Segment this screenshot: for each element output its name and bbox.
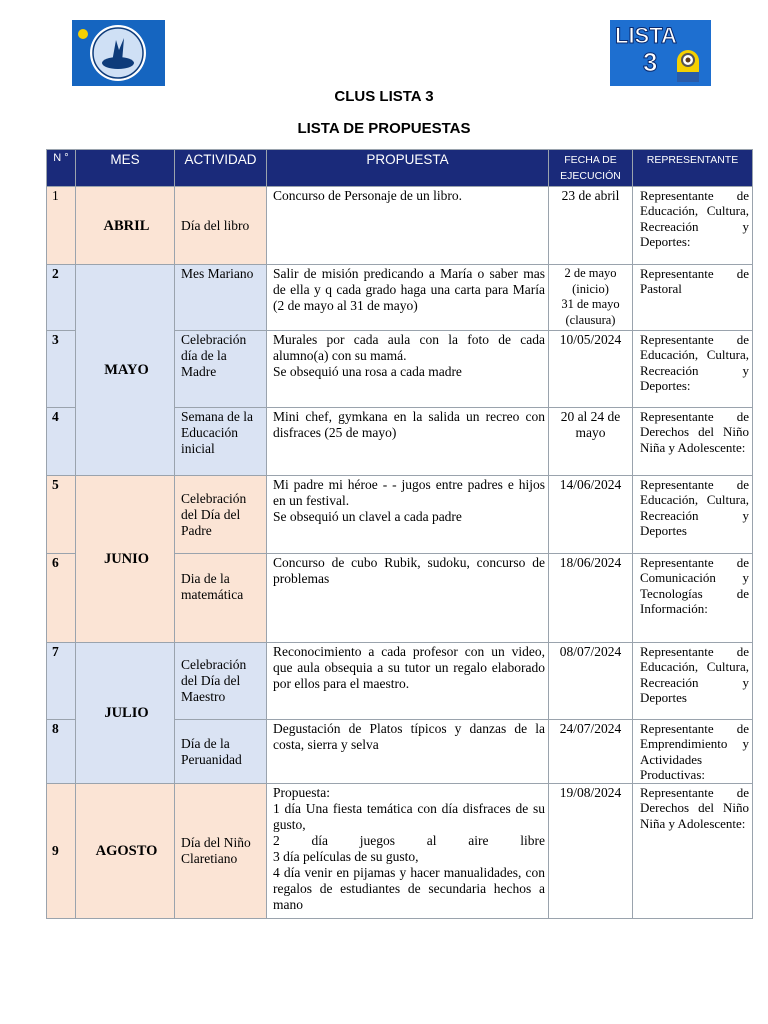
proposal-cell bbox=[267, 554, 549, 643]
proposal-line: 4 día venir en pijamas y hacer manualidades, con regalos de estudiantes de secundaria hechos a mano bbox=[273, 865, 545, 913]
representative-cell: Representante de Educación, Cultura, Recreación y Deportes: bbox=[633, 331, 753, 408]
table-header-row bbox=[47, 150, 753, 187]
activity-cell: Día de la Peruanidad bbox=[175, 720, 267, 784]
lista-logo-text: LISTA bbox=[615, 23, 677, 48]
representative-cell: Representante de Educación, Cultura, Recreación y Deportes: bbox=[633, 187, 753, 265]
lista-logo bbox=[610, 20, 711, 86]
row-number: 8 bbox=[47, 720, 76, 784]
proposal-line: 3 día películas de su gusto, bbox=[273, 849, 419, 865]
date-cell bbox=[549, 720, 633, 784]
representative-cell: Representante de Emprendimiento y Actividades Productivas: bbox=[633, 720, 753, 784]
date-line: 23 de abril bbox=[561, 188, 620, 203]
representative-cell: Representante de Educación, Cultura, Recreación y Deportes bbox=[633, 476, 753, 554]
activity-cell: Dia de la matemática bbox=[175, 554, 267, 643]
date-line: 2 de mayo bbox=[564, 266, 617, 280]
header-representante: REPRESENTANTE bbox=[633, 150, 753, 187]
proposal-cell bbox=[267, 476, 549, 554]
table-row bbox=[47, 643, 753, 720]
header-fecha: FECHA DE EJECUCIÓN bbox=[549, 150, 633, 187]
date-line: (clausura) bbox=[565, 312, 616, 327]
month-cell: MAYO bbox=[76, 265, 175, 476]
table-row bbox=[47, 187, 753, 265]
proposal-line: Degustación de Platos típicos y danzas de la costa, sierra y selva bbox=[273, 721, 545, 752]
proposal-line: 1 día Una fiesta temática con día disfraces de su gusto, bbox=[273, 801, 545, 833]
proposal-line: Mi padre mi héroe - - jugos entre padres e hijos en un festival. bbox=[273, 477, 545, 508]
row-number: 4 bbox=[47, 408, 76, 476]
representative-cell: Representante de Derechos del Niño Niña y Adolescente: bbox=[633, 408, 753, 476]
representative-cell: Representante de Derechos del Niño Niña y Adolescente: bbox=[633, 784, 753, 919]
proposal-line: Concurso de Personaje de un libro. bbox=[273, 188, 462, 203]
month-cell: JULIO bbox=[76, 643, 175, 784]
row-number: 7 bbox=[47, 643, 76, 720]
minion-icon bbox=[677, 50, 699, 82]
header-propuesta: PROPUESTA bbox=[267, 150, 549, 187]
month-cell: JUNIO bbox=[76, 476, 175, 643]
row-number: 9 bbox=[47, 784, 76, 919]
representative-cell: Representante de Educación, Cultura, Recreación y Deportes bbox=[633, 643, 753, 720]
proposal-line: Reconocimiento a cada profesor con un video, que aula obsequia a su tutor un regalo elaborado por ellos para el maestro. bbox=[273, 644, 545, 691]
proposal-line: Mini chef, gymkana en la salida un recreo con disfraces (25 de mayo) bbox=[273, 409, 545, 440]
proposal-cell bbox=[267, 331, 549, 408]
date-line: (inicio) bbox=[572, 281, 609, 296]
date-cell bbox=[549, 784, 633, 919]
date-cell bbox=[549, 554, 633, 643]
date-line: 20 al 24 de mayo bbox=[560, 409, 621, 440]
date-line: 31 de mayo bbox=[561, 297, 620, 311]
row-number: 2 bbox=[47, 265, 76, 331]
date-line: 14/06/2024 bbox=[559, 477, 622, 492]
table-row bbox=[47, 476, 753, 554]
proposal-line: Murales por cada aula con la foto de cada alumno(a) con su mamá. bbox=[273, 332, 545, 363]
header-actividad: ACTIVIDAD bbox=[175, 150, 267, 187]
date-line: 19/08/2024 bbox=[559, 785, 622, 801]
month-cell: AGOSTO bbox=[76, 784, 175, 919]
header-num: N ° bbox=[47, 150, 76, 187]
proposal-line: Salir de misión predicando a María o saber mas de ella y q cada grado haga una carta para María (2 de mayo al 31 de mayo) bbox=[273, 266, 545, 313]
club-logo bbox=[72, 20, 165, 86]
header-mes: MES bbox=[76, 150, 175, 187]
activity-cell: Semana de la Educación inicial bbox=[175, 408, 267, 476]
table-row bbox=[47, 784, 753, 919]
activity-cell: Día del Niño Claretiano bbox=[175, 784, 267, 919]
proposal-line: 2 día juegos al aire libre bbox=[273, 833, 545, 849]
month-cell: ABRIL bbox=[76, 187, 175, 265]
row-number: 1 bbox=[47, 187, 76, 265]
proposal-cell bbox=[267, 720, 549, 784]
activity-cell: Celebración del Día del Padre bbox=[175, 476, 267, 554]
proposal-line: Propuesta: bbox=[273, 785, 330, 801]
date-cell bbox=[549, 187, 633, 265]
proposal-line: Se obsequió un clavel a cada padre bbox=[273, 509, 462, 524]
activity-cell: Día del libro bbox=[175, 187, 267, 265]
activity-cell: Celebración día de la Madre bbox=[175, 331, 267, 408]
proposal-cell bbox=[267, 643, 549, 720]
proposal-cell bbox=[267, 408, 549, 476]
proposal-cell bbox=[267, 187, 549, 265]
activity-cell: Mes Mariano bbox=[175, 265, 267, 331]
table-row bbox=[47, 265, 753, 331]
proposal-cell bbox=[267, 784, 549, 919]
page-title: CLUS LISTA 3 bbox=[334, 88, 434, 105]
representative-cell: Representante de Pastoral bbox=[633, 265, 753, 331]
date-cell bbox=[549, 265, 633, 331]
club-emblem-icon bbox=[72, 20, 165, 86]
row-number: 3 bbox=[47, 331, 76, 408]
date-line: 10/05/2024 bbox=[559, 332, 622, 347]
date-cell bbox=[549, 408, 633, 476]
date-cell bbox=[549, 331, 633, 408]
page-subtitle: LISTA DE PROPUESTAS bbox=[297, 120, 471, 137]
row-number: 5 bbox=[47, 476, 76, 554]
representative-cell: Representante de Comunicación y Tecnologías de Información: bbox=[633, 554, 753, 643]
proposal-line: Concurso de cubo Rubik, sudoku, concurso de problemas bbox=[273, 555, 545, 586]
proposal-cell bbox=[267, 265, 549, 331]
date-cell bbox=[549, 476, 633, 554]
date-line: 18/06/2024 bbox=[559, 555, 622, 570]
activity-cell: Celebración del Día del Maestro bbox=[175, 643, 267, 720]
proposal-line: Se obsequió una rosa a cada madre bbox=[273, 364, 462, 379]
lista-logo-number: 3 bbox=[643, 47, 658, 77]
date-line: 24/07/2024 bbox=[559, 721, 622, 736]
date-line: 08/07/2024 bbox=[559, 644, 622, 659]
proposals-table bbox=[46, 149, 753, 919]
date-cell bbox=[549, 643, 633, 720]
row-number: 6 bbox=[47, 554, 76, 643]
